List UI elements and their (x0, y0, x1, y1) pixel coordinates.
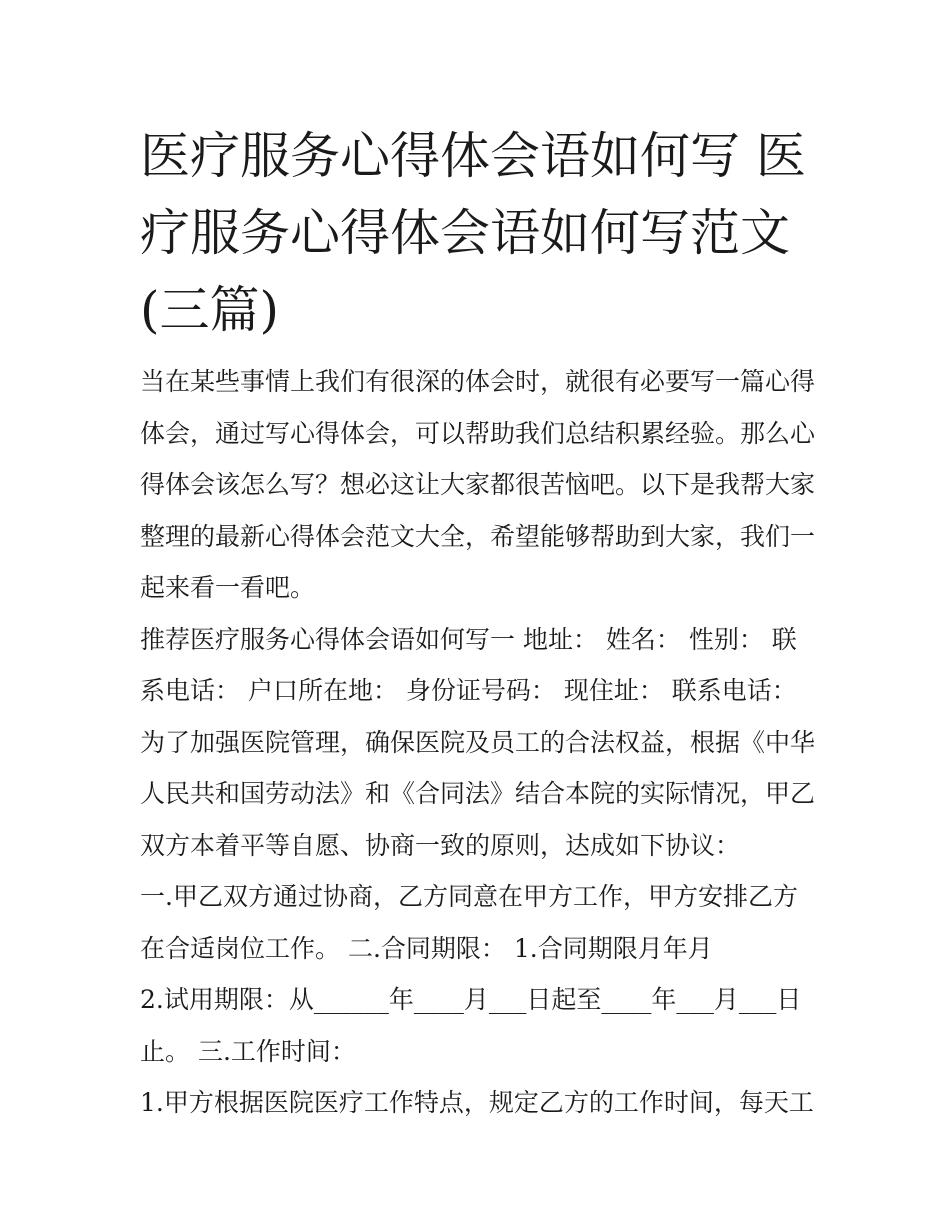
body-line: 起来看一看吧。 (140, 573, 316, 602)
title-line: (三篇) (140, 281, 280, 339)
document-body (140, 356, 820, 1129)
body-line: 2.试用期限：从______年____月___日起至____年___月___日 (140, 985, 802, 1014)
document-title (140, 118, 820, 349)
body-line: 为了加强医院管理，确保医院及员工的合法权益，根据《中华 (140, 727, 816, 757)
body-line: 在合适岗位工作。 二.合同期限： 1.合同期限月年月 (140, 933, 713, 963)
body-line: 人民共和国劳动法》和《合同法》结合本院的实际情况，甲乙 (140, 779, 816, 808)
body-line: 1.甲方根据医院医疗工作特点，规定乙方的工作时间，每天工 (140, 1088, 814, 1117)
body-line: 推荐医疗服务心得体会语如何写一 地址： 姓名： 性别： 联 (140, 624, 797, 654)
body-line: 当在某些事情上我们有很深的体会时，就很有必要写一篇心得 (140, 367, 816, 396)
body-line: 得体会该怎么写？想必这让大家都很苦恼吧。以下是我帮大家 (140, 470, 816, 499)
body-line: 一.甲乙双方通过协商，乙方同意在甲方工作，甲方安排乙方 (140, 882, 798, 911)
title-line: 疗服务心得体会语如何写范文 (140, 204, 790, 262)
body-line: 止。 三.工作时间： (140, 1036, 356, 1066)
title-line: 医疗服务心得体会语如何写 医 (140, 127, 806, 185)
body-line: 体会，通过写心得体会，可以帮助我们总结积累经验。那么心 (140, 418, 816, 448)
body-line: 系电话： 户口所在地： 身份证号码： 现住址： 联系电话： (140, 676, 797, 705)
body-line: 双方本着平等自愿、协商一致的原则，达成如下协议： (140, 830, 741, 860)
body-line: 整理的最新心得体会范文大全，希望能够帮助到大家，我们一 (140, 521, 816, 551)
